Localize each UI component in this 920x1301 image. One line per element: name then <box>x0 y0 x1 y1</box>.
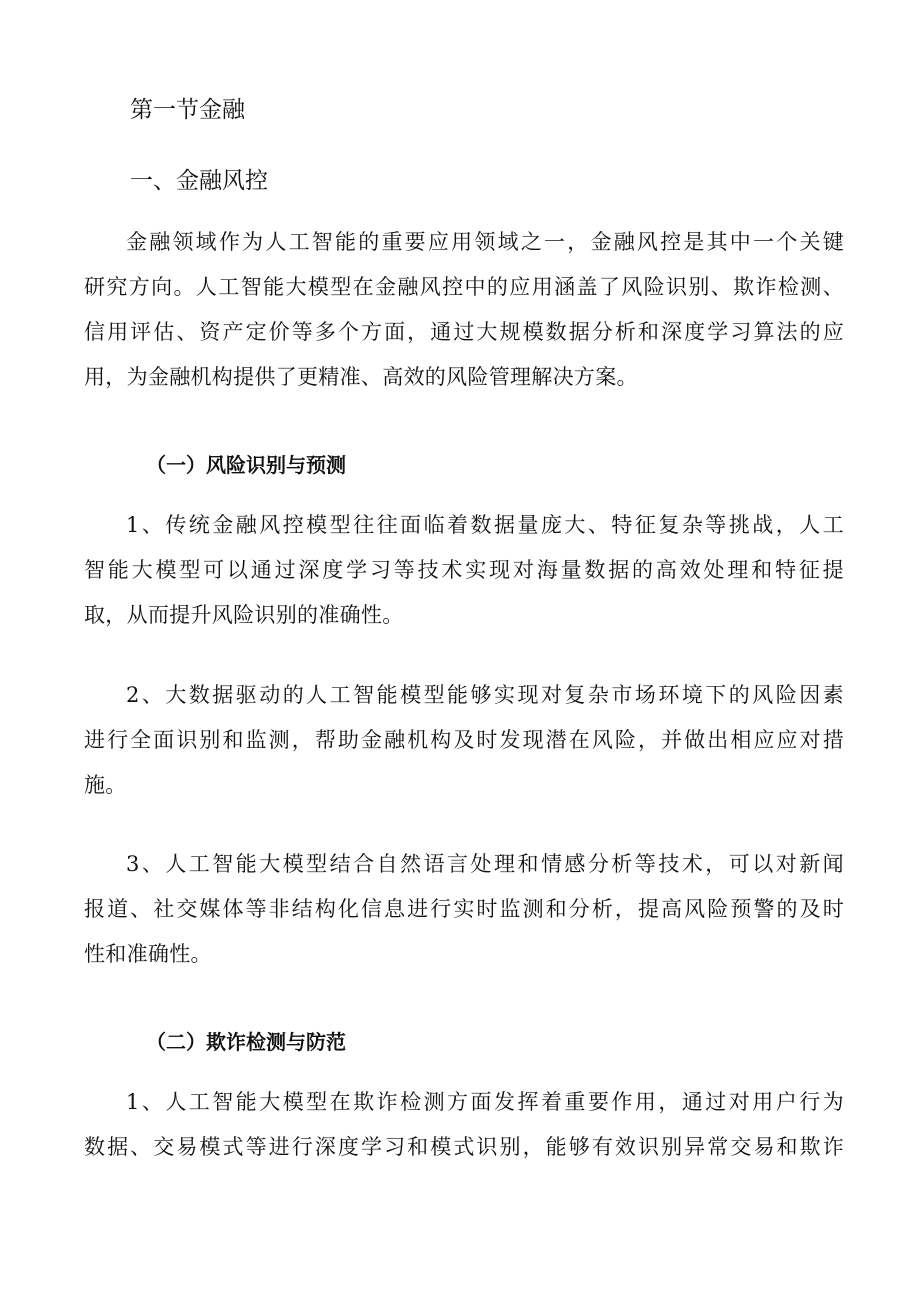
paragraph-line: 报道、社交媒体等非结构化信息进行实时监测和分析，提高风险预警的及时 <box>84 897 844 921</box>
subsection-title: 一、金融风控 <box>130 168 268 194</box>
paragraph-line: 信用评估、资产定价等多个方面，通过大规模数据分析和深度学习算法的应 <box>84 320 844 344</box>
paragraph-line: 1、传统金融风控模型往往面临着数据量庞大、特征复杂等挑战，人工 <box>126 513 844 537</box>
paragraph-line: 进行全面识别和监测，帮助金融机构及时发现潜在风险，并做出相应应对措 <box>84 728 844 752</box>
paragraph-line: 金融领域作为人工智能的重要应用领域之一，金融风控是其中一个关键 <box>126 230 844 254</box>
section-title: 第一节金融 <box>130 97 245 123</box>
part2-item-1 <box>84 1080 844 1170</box>
paragraph-line: 智能大模型可以通过深度学习等技术实现对海量数据的高效处理和特征提 <box>84 558 844 582</box>
part1-item-2 <box>84 673 844 808</box>
part1-item-3 <box>84 842 844 977</box>
paragraph-line: 施。 <box>84 773 127 797</box>
paragraph-line: 3、人工智能大模型结合自然语言处理和情感分析等技术，可以对新闻 <box>126 852 844 876</box>
paragraph-line: 数据、交易模式等进行深度学习和模式识别，能够有效识别异常交易和欺诈 <box>84 1135 844 1159</box>
paragraph-line: 1、人工智能大模型在欺诈检测方面发挥着重要作用，通过对用户行为 <box>126 1090 844 1114</box>
part1-item-1 <box>84 503 844 638</box>
paragraph-line: 性和准确性。 <box>84 942 212 966</box>
paragraph-line: 用，为金融机构提供了更精准、高效的风险管理解决方案。 <box>84 365 638 389</box>
paragraph-line: 2、大数据驱动的人工智能模型能够实现对复杂市场环境下的风险因素 <box>126 683 844 707</box>
part1-title: （一）风险识别与预测 <box>146 453 346 477</box>
intro-paragraph <box>84 220 844 400</box>
paragraph-line: 取，从而提升风险识别的准确性。 <box>84 603 404 627</box>
part2-title: （二）欺诈检测与防范 <box>146 1030 346 1054</box>
paragraph-line: 研究方向。人工智能大模型在金融风控中的应用涵盖了风险识别、欺诈检测、 <box>84 275 844 299</box>
